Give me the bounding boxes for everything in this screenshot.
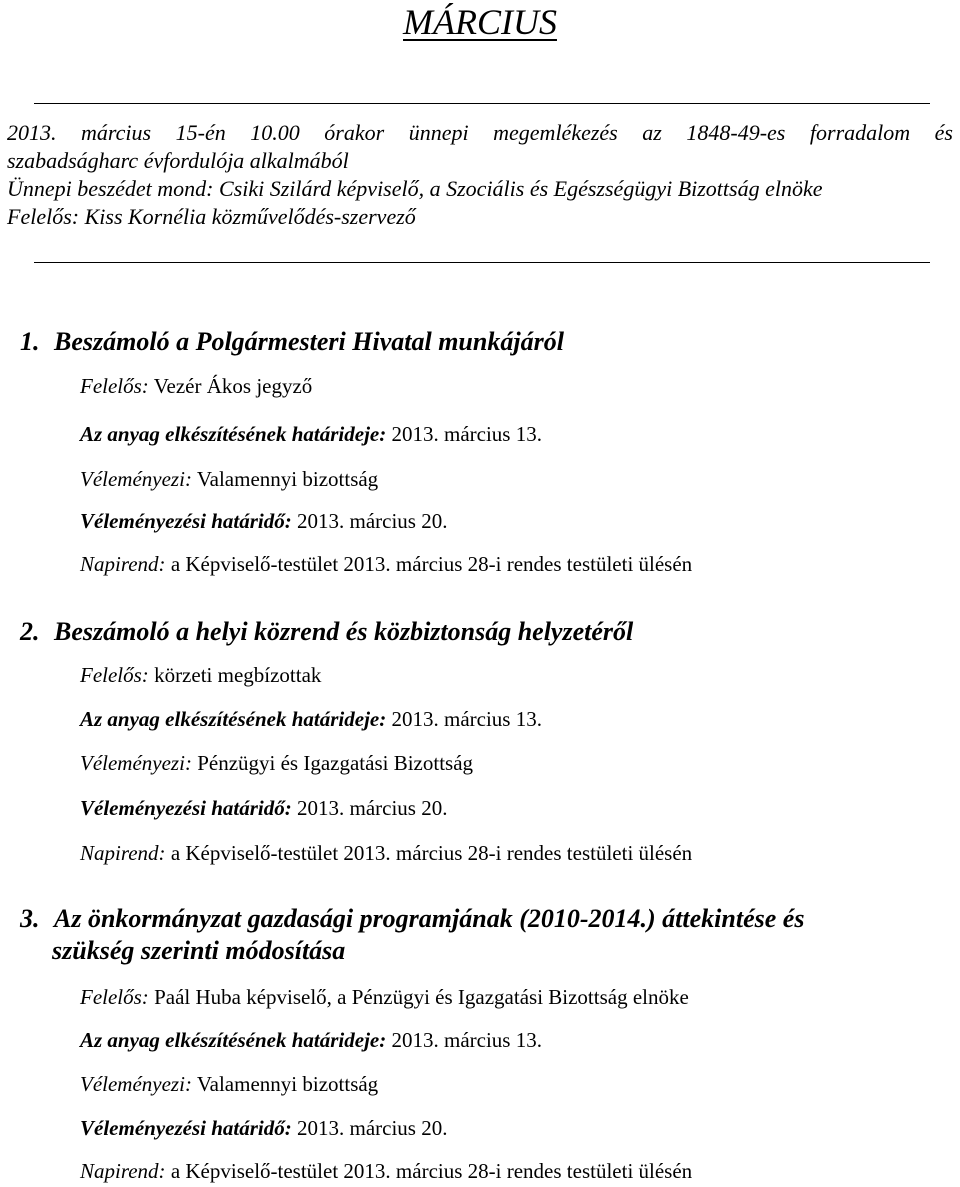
agenda-item-2-responsible xyxy=(80,662,321,688)
agenda-item-2-agenda xyxy=(80,840,692,866)
agenda-item-title: Az önkormányzat gazdasági programjának (2010-2014.) áttekintése és xyxy=(54,904,805,933)
agenda-item-1-heading xyxy=(20,326,564,358)
divider-bottom xyxy=(34,262,930,263)
event-responsible-label: Felelős: xyxy=(7,204,80,229)
reviewer-value: Valamennyi bizottság xyxy=(196,467,379,491)
agenda-item-1-responsible xyxy=(80,373,312,399)
reviewer-value: Valamennyi bizottság xyxy=(196,1072,379,1096)
responsible-label: Felelős: xyxy=(80,985,149,1009)
responsible-value: Paál Huba képviselő, a Pénzügyi és Igazgatási Bizottság elnöke xyxy=(154,985,689,1009)
agenda-item-2-reviewer xyxy=(80,750,473,776)
review-deadline-value: 2013. március 20. xyxy=(296,1116,448,1140)
review-deadline-label: Véleményezési határidő: xyxy=(80,509,292,533)
agenda-item-number: 3. xyxy=(20,904,40,933)
agenda-item-2-review-deadline xyxy=(80,795,447,821)
deadline-label: Az anyag elkészítésének határideje: xyxy=(80,422,387,446)
responsible-label: Felelős: xyxy=(80,374,149,398)
event-speaker-label: Ünnepi beszédet mond: xyxy=(7,176,214,201)
agenda-item-1-agenda xyxy=(80,551,692,577)
reviewer-value: Pénzügyi és Igazgatási Bizottság xyxy=(197,751,474,775)
agenda-item-3-deadline xyxy=(80,1027,542,1053)
reviewer-label: Véleményezi: xyxy=(80,467,192,491)
event-responsible-value: Kiss Kornélia közművelődés-szervező xyxy=(84,204,416,229)
event-speaker xyxy=(7,175,953,203)
agenda-item-number: 1. xyxy=(20,327,40,356)
divider-top xyxy=(34,103,930,104)
agenda-item-1-deadline xyxy=(80,421,542,447)
agenda-item-3-agenda xyxy=(80,1158,692,1184)
deadline-value: 2013. március 13. xyxy=(391,707,542,731)
agenda-value: a Képviselő-testület 2013. március 28-i rendes testületi ülésén xyxy=(170,1159,693,1183)
review-deadline-value: 2013. március 20. xyxy=(296,796,448,820)
agenda-label: Napirend: xyxy=(80,1159,166,1183)
agenda-value: a Képviselő-testület 2013. március 28-i rendes testületi ülésén xyxy=(170,841,693,865)
agenda-item-3-responsible xyxy=(80,984,689,1010)
page-title: MÁRCIUS xyxy=(403,2,557,42)
responsible-value: körzeti megbízottak xyxy=(154,663,322,687)
agenda-label: Napirend: xyxy=(80,552,166,576)
agenda-label: Napirend: xyxy=(80,841,166,865)
event-announcement xyxy=(7,119,953,231)
agenda-item-2-heading xyxy=(20,616,633,648)
agenda-item-3-reviewer xyxy=(80,1071,378,1097)
event-line-1: 2013. március 15-én 10.00 órakor ünnepi megemlékezés az 1848-49-es forradalom és xyxy=(7,120,953,145)
agenda-item-number: 2. xyxy=(20,617,40,646)
deadline-label: Az anyag elkészítésének határideje: xyxy=(80,1028,387,1052)
deadline-value: 2013. március 13. xyxy=(391,422,542,446)
reviewer-label: Véleményezi: xyxy=(80,1072,192,1096)
responsible-value: Vezér Ákos jegyző xyxy=(153,374,313,398)
review-deadline-label: Véleményezési határidő: xyxy=(80,796,292,820)
agenda-item-1-reviewer xyxy=(80,466,378,492)
deadline-label: Az anyag elkészítésének határideje: xyxy=(80,707,387,731)
agenda-item-title: Beszámoló a helyi közrend és közbiztonság helyzetéről xyxy=(54,617,634,646)
agenda-item-1-review-deadline xyxy=(80,508,447,534)
agenda-item-title: Beszámoló a Polgármesteri Hivatal munkájáról xyxy=(54,327,564,356)
agenda-item-3-heading xyxy=(20,903,804,967)
responsible-label: Felelős: xyxy=(80,663,149,687)
agenda-item-2-deadline xyxy=(80,706,542,732)
review-deadline-label: Véleményezési határidő: xyxy=(80,1116,292,1140)
event-responsible xyxy=(7,203,953,231)
review-deadline-value: 2013. március 20. xyxy=(296,509,448,533)
event-line-2: szabadságharc évfordulója alkalmából xyxy=(7,148,349,173)
reviewer-label: Véleményezi: xyxy=(80,751,192,775)
agenda-value: a Képviselő-testület 2013. március 28-i rendes testületi ülésén xyxy=(170,552,693,576)
agenda-item-title-continued: szükség szerinti módosítása xyxy=(52,936,346,965)
deadline-value: 2013. március 13. xyxy=(391,1028,542,1052)
agenda-item-3-review-deadline xyxy=(80,1115,447,1141)
event-speaker-value: Csiki Szilárd képviselő, a Szociális és Egészségügyi Bizottság elnöke xyxy=(219,176,823,201)
